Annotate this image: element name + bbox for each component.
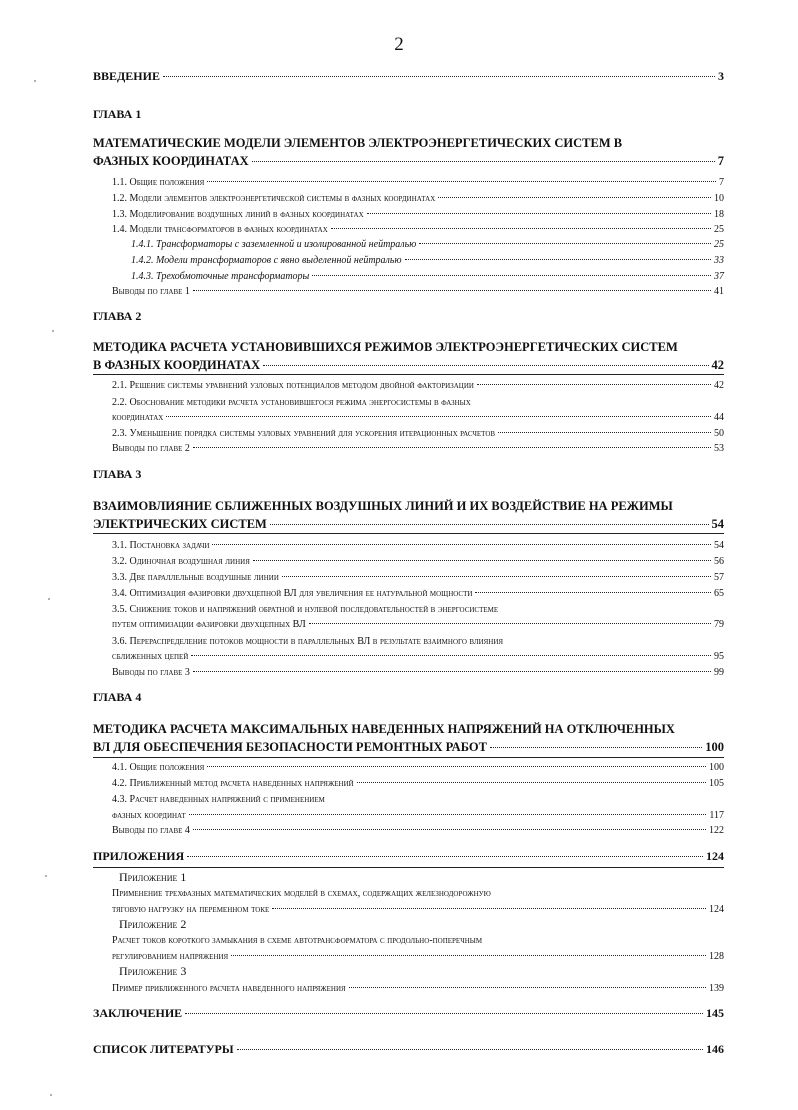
appendix-2-heading: Приложение 2: [119, 917, 187, 931]
toc-label: 1.3. Моделирование воздушных линий в фазных координатах: [112, 209, 364, 220]
toc-page: 146: [706, 1042, 724, 1056]
toc-page: 79: [714, 619, 724, 630]
leader-dots: [237, 1049, 703, 1050]
leader-dots: [309, 623, 711, 624]
toc-entry-3-4[interactable]: [112, 588, 724, 599]
toc-label: ВВЕДЕНИЕ: [93, 69, 160, 83]
toc-page: 100: [705, 740, 724, 754]
divider: [93, 533, 724, 534]
toc-entry-4-3[interactable]: [112, 810, 724, 821]
toc-entry-3-5-line1[interactable]: 3.5. Снижение токов и напряжений обратной и нулевой последовательностей в энергосистеме: [112, 604, 499, 615]
chapter-2-heading: ГЛАВА 2: [93, 309, 142, 323]
leader-dots: [405, 259, 712, 260]
leader-dots: [189, 814, 707, 815]
toc-entry-2-2-line1[interactable]: 2.2. Обоснование методики расчета установившегося режима энергосистемы в фазных: [112, 397, 471, 408]
toc-page: 54: [711, 517, 724, 531]
toc-label: 3.1. Постановка задачи: [112, 540, 210, 551]
toc-label: Выводы по главе 4: [112, 825, 190, 836]
title-text: В ФАЗНЫХ КООРДИНАТАХ: [93, 358, 261, 372]
toc-entry-4-2[interactable]: [112, 778, 724, 789]
leader-dots: [349, 987, 706, 988]
toc-page: 18: [714, 209, 724, 220]
appendix-2-line1[interactable]: Расчет токов короткого замыкания в схеме автотрансформатора с продольно-поперечным: [112, 935, 483, 946]
leader-dots: [282, 576, 711, 577]
toc-page: 99: [714, 667, 724, 678]
toc-page: 105: [709, 778, 724, 789]
toc-conclusion-ch1[interactable]: [112, 286, 724, 297]
leader-dots: [272, 908, 706, 909]
toc-label: 4.1. Общие положения: [112, 762, 205, 773]
toc-conclusion-ch4[interactable]: [112, 825, 724, 836]
leader-dots: [163, 76, 715, 77]
title-text: ФАЗНЫХ КООРДИНАТАХ: [93, 154, 249, 168]
toc-label: 1.2. Модели элементов электроэнергетической системы в фазных координатах: [112, 193, 436, 204]
leader-dots: [191, 655, 711, 656]
scan-speck: [48, 598, 50, 600]
toc-entry-4-3-line1[interactable]: 4.3. Расчет наведенных напряжений с применением: [112, 794, 325, 805]
toc-page: 117: [709, 810, 724, 821]
toc-entry-3-5[interactable]: [112, 619, 724, 630]
toc-page: 56: [714, 556, 724, 567]
toc-label: СПИСОК ЛИТЕРАТУРЫ: [93, 1042, 234, 1056]
leader-dots: [185, 1013, 703, 1014]
toc-page: 124: [706, 849, 724, 863]
toc-appendix-3[interactable]: [112, 983, 724, 994]
toc-label: 2.1. Решение системы уравнений узловых потенциалов методом двойной факторизации: [112, 380, 474, 391]
toc-label: регулированием напряжения: [112, 951, 229, 962]
leader-dots: [253, 560, 711, 561]
toc-label: 3.4. Оптимизация фазировки двухцепной ВЛ для увеличения ее натуральной мощности: [112, 588, 473, 599]
scan-speck: [50, 1094, 52, 1096]
toc-entry-4-1[interactable]: [112, 762, 724, 773]
toc-page: 25: [714, 224, 724, 235]
toc-page: 41: [714, 286, 724, 297]
toc-conclusion-ch3[interactable]: [112, 667, 724, 678]
leader-dots: [231, 955, 706, 956]
toc-entry-1-1[interactable]: [112, 177, 724, 188]
toc-bibliography[interactable]: [93, 1042, 724, 1057]
leader-dots: [207, 181, 716, 182]
toc-page: 145: [706, 1006, 724, 1020]
toc-entry-3-6-line1[interactable]: 3.6. Перераспределение потоков мощности в параллельных ВЛ в результате взаимного влияния: [112, 636, 504, 647]
leader-dots: [270, 524, 709, 525]
divider: [93, 867, 724, 868]
toc-page: 7: [719, 177, 724, 188]
toc-entry-1-2[interactable]: [112, 193, 724, 204]
toc-page: 95: [714, 651, 724, 662]
toc-entry-1-3[interactable]: [112, 209, 724, 220]
toc-label: 2.3. Уменьшение порядка системы узловых уравнений для ускорения итерационных расчетов: [112, 428, 496, 439]
scan-speck: [45, 875, 47, 877]
toc-label: сближенных цепей: [112, 651, 189, 662]
leader-dots: [166, 416, 711, 417]
toc-label: 4.2. Приближенный метод расчета наведенных напряжений: [112, 778, 354, 789]
toc-label: 1.4.1. Трансформаторы с заземленной и изолированной нейтралью: [131, 239, 417, 250]
toc-label: тяговую нагрузку на переменном токе: [112, 904, 270, 915]
toc-appendix-2[interactable]: [112, 951, 724, 962]
toc-label: Пример приближенного расчета наведенного напряжения: [112, 983, 346, 994]
toc-label: ЗАКЛЮЧЕНИЕ: [93, 1006, 183, 1020]
toc-page: 7: [717, 154, 724, 168]
toc-label: 1.4. Модели трансформаторов в фазных координатах: [112, 224, 328, 235]
toc-conclusion[interactable]: [93, 1006, 724, 1021]
toc-label: Выводы по главе 3: [112, 667, 190, 678]
toc-entry-1-4-3[interactable]: [131, 271, 724, 282]
toc-intro[interactable]: [93, 69, 724, 84]
leader-dots: [498, 432, 711, 433]
leader-dots: [490, 747, 702, 748]
chapter-1-title[interactable]: [93, 134, 724, 170]
chapter-3-title[interactable]: [93, 497, 724, 533]
leader-dots: [263, 365, 708, 366]
title-line-last: [93, 738, 724, 756]
toc-conclusion-ch2[interactable]: [112, 443, 724, 454]
page-number: 2: [394, 34, 404, 55]
leader-dots: [312, 275, 711, 276]
toc-page: 100: [709, 762, 724, 773]
toc-entry-3-1[interactable]: [112, 540, 724, 551]
toc-entry-1-4-2[interactable]: [131, 255, 724, 266]
chapter-3-heading: ГЛАВА 3: [93, 467, 142, 481]
toc-page: 57: [714, 572, 724, 583]
title-line: МЕТОДИКА РАСЧЕТА УСТАНОВИВШИХСЯ РЕЖИМОВ ЭЛЕКТРОЭНЕРГЕТИЧЕСКИХ СИСТЕМ: [93, 340, 678, 354]
leader-dots: [357, 782, 706, 783]
toc-label: ПРИЛОЖЕНИЯ: [93, 849, 185, 863]
scan-speck: [34, 80, 36, 82]
toc-appendix-1[interactable]: [112, 904, 724, 915]
toc-label: 3.2. Одиночная воздушная линия: [112, 556, 250, 567]
toc-page: 33: [714, 255, 724, 266]
divider: [93, 374, 724, 375]
leader-dots: [207, 766, 706, 767]
title-line-last: [93, 515, 724, 533]
toc-page: 54: [714, 540, 724, 551]
toc-entry-1-4-1[interactable]: [131, 239, 724, 250]
title-text: ЭЛЕКТРИЧЕСКИХ СИСТЕМ: [93, 517, 267, 531]
toc-label: путем оптимизации фазировки двухцепных ВЛ: [112, 619, 306, 630]
leader-dots: [187, 856, 703, 857]
leader-dots: [475, 592, 711, 593]
toc-page: 122: [709, 825, 724, 836]
toc-entry-2-3[interactable]: [112, 428, 724, 439]
leader-dots: [193, 829, 706, 830]
toc-page: 65: [714, 588, 724, 599]
toc-entry-2-1[interactable]: [112, 380, 724, 391]
title-line-last: [93, 356, 724, 374]
toc-page: 50: [714, 428, 724, 439]
appendix-1-heading: Приложение 1: [119, 870, 187, 884]
title-line-last: [93, 152, 724, 170]
toc-label: координатах: [112, 412, 164, 423]
chapter-4-title[interactable]: [93, 720, 724, 756]
leader-dots: [331, 228, 711, 229]
toc-page: 53: [714, 443, 724, 454]
toc-label: Выводы по главе 1: [112, 286, 190, 297]
toc-page: 44: [714, 412, 724, 423]
toc-page: 139: [709, 983, 724, 994]
toc-entry-1-4[interactable]: [112, 224, 724, 235]
title-text: ВЛ ДЛЯ ОБЕСПЕЧЕНИЯ БЕЗОПАСНОСТИ РЕМОНТНЫХ РАБОТ: [93, 740, 487, 754]
leader-dots: [367, 213, 711, 214]
toc-label: Выводы по главе 2: [112, 443, 190, 454]
leader-dots: [438, 197, 711, 198]
title-line: МАТЕМАТИЧЕСКИЕ МОДЕЛИ ЭЛЕМЕНТОВ ЭЛЕКТРОЭНЕРГЕТИЧЕСКИХ СИСТЕМ В: [93, 136, 623, 150]
toc-label: 1.4.3. Трехобмоточные трансформаторы: [131, 271, 310, 282]
toc-page: 3: [718, 69, 724, 83]
leader-dots: [193, 447, 711, 448]
toc-page: 42: [711, 358, 724, 372]
toc-page: 10: [714, 193, 724, 204]
leader-dots: [212, 544, 711, 545]
toc-entry-3-3[interactable]: [112, 572, 724, 583]
divider: [93, 757, 724, 758]
toc-entry-3-6[interactable]: [112, 651, 724, 662]
toc-label: 3.3. Две параллельные воздушные линии: [112, 572, 279, 583]
toc-entry-3-2[interactable]: [112, 556, 724, 567]
toc-page: 37: [714, 271, 724, 282]
scan-speck: [52, 330, 54, 332]
title-line: МЕТОДИКА РАСЧЕТА МАКСИМАЛЬНЫХ НАВЕДЕННЫХ НАПРЯЖЕНИЙ НА ОТКЛЮЧЕННЫХ: [93, 722, 675, 736]
leader-dots: [419, 243, 711, 244]
toc-entry-2-2[interactable]: [112, 412, 724, 423]
toc-page: 128: [709, 951, 724, 962]
toc-label: фазных координат: [112, 810, 186, 821]
chapter-4-heading: ГЛАВА 4: [93, 690, 142, 704]
leader-dots: [477, 384, 711, 385]
toc-page: 25: [714, 239, 724, 250]
leader-dots: [193, 290, 711, 291]
appendix-3-heading: Приложение 3: [119, 964, 187, 978]
leader-dots: [252, 161, 715, 162]
leader-dots: [193, 671, 711, 672]
toc-label: 1.1. Общие положения: [112, 177, 205, 188]
title-line: ВЗАИМОВЛИЯНИЕ СБЛИЖЕННЫХ ВОЗДУШНЫХ ЛИНИЙ И ИХ ВОЗДЕЙСТВИЕ НА РЕЖИМЫ: [93, 499, 673, 513]
toc-page: 42: [714, 380, 724, 391]
toc-page: 124: [709, 904, 724, 915]
chapter-1-heading: ГЛАВА 1: [93, 107, 142, 121]
appendix-1-line1[interactable]: Применение трехфазных математических моделей в схемах, содержащих железнодорожную: [112, 888, 491, 899]
toc-appendices[interactable]: [93, 849, 724, 864]
chapter-2-title[interactable]: [93, 338, 724, 374]
toc-label: 1.4.2. Модели трансформаторов с явно выделенной нейтралью: [131, 255, 402, 266]
